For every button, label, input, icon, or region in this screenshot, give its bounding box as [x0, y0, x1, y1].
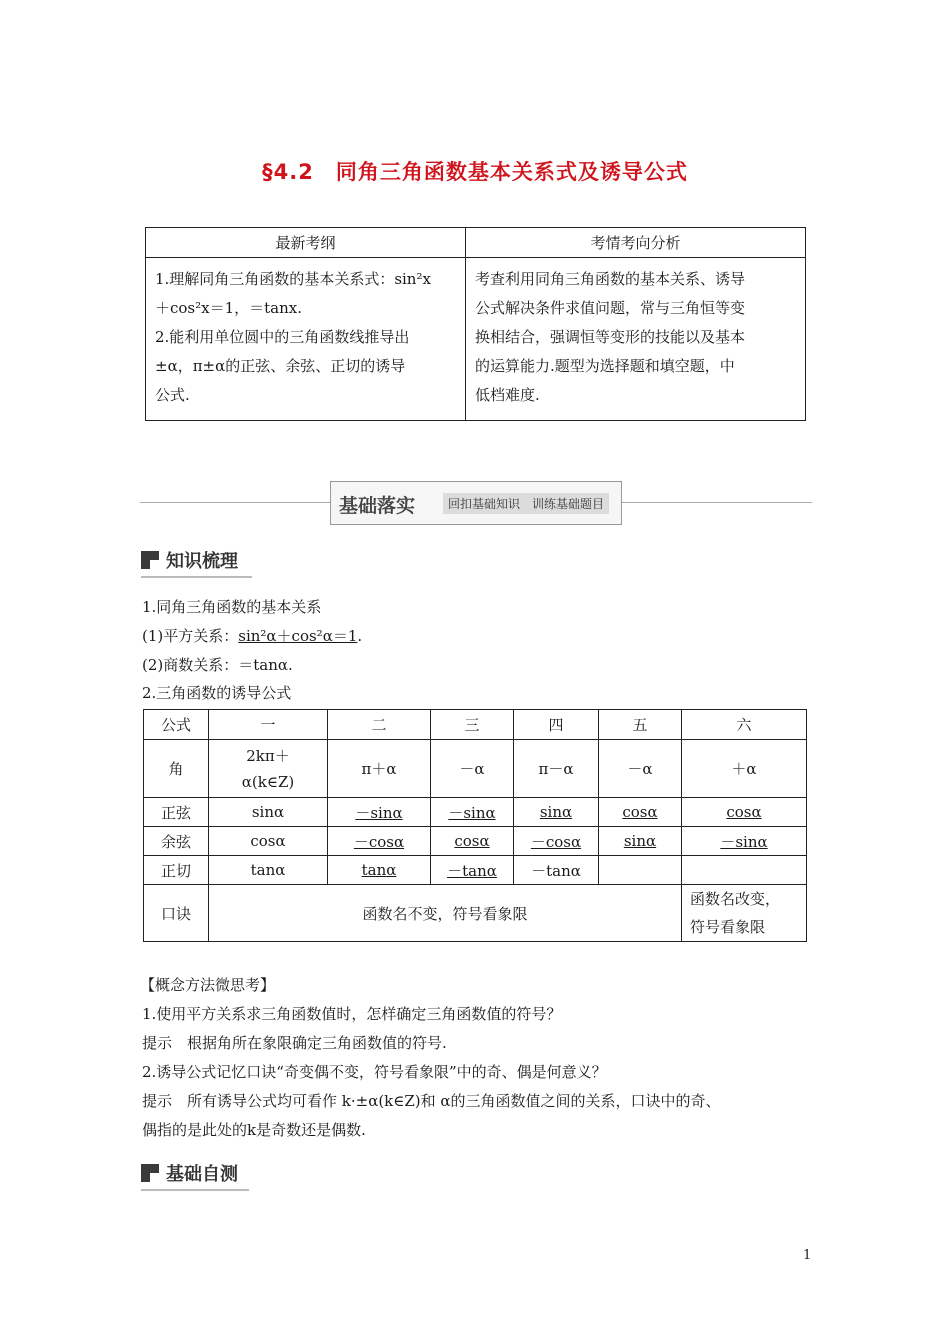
- outline-analysis-cell: [466, 258, 806, 421]
- thinking-hint: 偶指的是此处的k是奇数还是偶数.: [142, 1121, 366, 1139]
- thinking-hint: 提示 根据角所在象限确定三角函数值的符号.: [142, 1034, 447, 1052]
- table-cell: cosα: [431, 827, 514, 856]
- table-row: [144, 856, 807, 885]
- mnemonic-cell: 函数名不变，符号看象限: [209, 885, 682, 942]
- row-label: 口诀: [144, 885, 209, 942]
- table-header-cell: 四: [514, 710, 599, 740]
- mnemonic-cell: 函数名改变， 符号看象限: [682, 885, 807, 942]
- analysis-line: 换相结合，强调恒等变形的技能以及基本: [475, 328, 746, 346]
- banner-box: [330, 481, 622, 525]
- table-row: [144, 885, 807, 942]
- syllabus-line: ±α，π±α的正弦、余弦、正切的诱导: [155, 357, 406, 375]
- table-cell: [599, 856, 682, 885]
- table-cell: sinα: [514, 798, 599, 827]
- outline-header-analysis: 考情考向分析: [466, 228, 806, 258]
- table-cell: －sinα: [682, 827, 807, 856]
- table-header-cell: 六: [682, 710, 807, 740]
- analysis-line: 的运算能力.题型为选择题和填空题，中: [475, 357, 735, 375]
- outline-syllabus-cell: [146, 258, 466, 421]
- induction-formula-table: [143, 709, 807, 942]
- row-label: 余弦: [144, 827, 209, 856]
- table-cell: －sinα: [328, 798, 431, 827]
- table-row: [144, 740, 807, 798]
- analysis-line: 公式解决条件求值问题，常与三角恒等变: [475, 299, 746, 317]
- banner-subtitle: 回扣基础知识 训练基础题目: [443, 493, 609, 514]
- thinking-question: 2.诱导公式记忆口诀“奇变偶不变，符号看象限”中的奇、偶是何意义？: [142, 1063, 607, 1081]
- section-title: 知识梳理: [166, 551, 238, 572]
- knowledge-line: 2.三角函数的诱导公式: [142, 684, 292, 702]
- section-banner: [140, 481, 812, 525]
- table-header-cell: 公式: [144, 710, 209, 740]
- table-cell: sinα: [209, 798, 328, 827]
- table-header-cell: 五: [599, 710, 682, 740]
- syllabus-line: 1.理解同角三角函数的基本关系式：sin²x: [155, 270, 431, 288]
- row-label: 正弦: [144, 798, 209, 827]
- page-number: 1: [803, 1248, 812, 1263]
- table-cell: cosα: [209, 827, 328, 856]
- table-cell: tanα: [328, 856, 431, 885]
- row-label: 角: [144, 740, 209, 798]
- thinking-hint: 提示 所有诱导公式均可看作 k·±α(k∈Z)和 α的三角函数值之间的关系，口诀中的奇、: [142, 1092, 721, 1110]
- banner-title: 基础落实: [339, 495, 416, 517]
- analysis-line: 考查利用同角三角函数的基本关系、诱导: [475, 270, 746, 288]
- table-row: [144, 710, 807, 740]
- square-relation-formula: sin²α＋cos²α＝1: [238, 627, 358, 645]
- table-cell: －tanα: [431, 856, 514, 885]
- banner-divider-left: [140, 502, 330, 503]
- syllabus-line: 2.能利用单位圆中的三角函数线推导出: [155, 328, 410, 346]
- knowledge-line: 1.同角三角函数的基本关系: [142, 598, 322, 616]
- table-cell: －α: [431, 740, 514, 798]
- table-header-cell: 二: [328, 710, 431, 740]
- table-cell: －cosα: [328, 827, 431, 856]
- table-cell: cosα: [682, 798, 807, 827]
- outline-header-syllabus: 最新考纲: [146, 228, 466, 258]
- table-cell: π－α: [514, 740, 599, 798]
- row-label: 正切: [144, 856, 209, 885]
- syllabus-line: ＋cos²x＝1，＝tanx.: [155, 299, 303, 317]
- table-cell: －cosα: [514, 827, 599, 856]
- table-cell: －tanα: [514, 856, 599, 885]
- syllabus-line: 公式.: [155, 386, 190, 404]
- banner-divider-right: [622, 502, 812, 503]
- outline-table: [145, 227, 806, 421]
- thinking-heading: 【概念方法微思考】: [140, 976, 276, 994]
- table-cell: －α: [599, 740, 682, 798]
- table-cell: π＋α: [328, 740, 431, 798]
- knowledge-line: (1)平方关系：sin²α＋cos²α＝1.: [142, 627, 363, 645]
- knowledge-line: (2)商数关系：＝tanα.: [142, 656, 293, 674]
- table-header-cell: 一: [209, 710, 328, 740]
- analysis-line: 低档难度.: [475, 386, 540, 404]
- table-row: [144, 798, 807, 827]
- table-cell: 2kπ＋ α(k∈Z): [209, 740, 328, 798]
- table-cell: sinα: [599, 827, 682, 856]
- table-header-cell: 三: [431, 710, 514, 740]
- table-cell: [682, 856, 807, 885]
- table-cell: tanα: [209, 856, 328, 885]
- table-cell: －sinα: [431, 798, 514, 827]
- table-row: [144, 827, 807, 856]
- page-title: §4.2 同角三角函数基本关系式及诱导公式: [262, 160, 688, 184]
- section-title: 基础自测: [166, 1164, 238, 1185]
- thinking-question: 1.使用平方关系求三角函数值时，怎样确定三角函数值的符号？: [142, 1005, 562, 1023]
- table-cell: ＋α: [682, 740, 807, 798]
- table-cell: cosα: [599, 798, 682, 827]
